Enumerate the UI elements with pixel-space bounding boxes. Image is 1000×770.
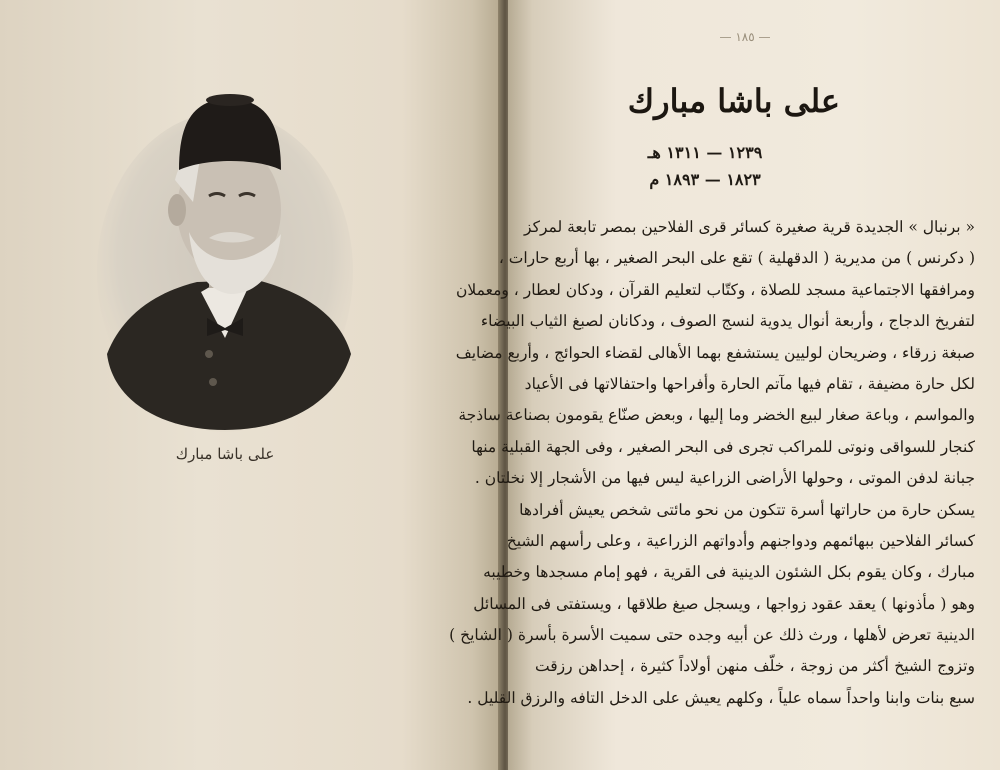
- text-line: سبع بنات وابنا واحداً سماه علياً ، وكلهم يعيش على الدخل التافه والرزق القليل .: [467, 688, 975, 707]
- page-number: — ١٨٥ —: [719, 30, 771, 44]
- body-text: [449, 212, 975, 714]
- text-line: وتزوج الشيخ أكثر من زوجة ، خلّف منهن أولاداً كثيرة ، إحداهن رزقت: [535, 657, 975, 676]
- text-line: كنجار للسواقى ونوتى للمراكب تجرى فى البحر الصغير ، وفى الجهة القبلية منها: [471, 437, 975, 456]
- text-line: صبغة زرقاء ، وضريحان لوليين يستشفع بهما الأهالى لقضاء الحوائج ، وأربع مضايف: [455, 343, 975, 362]
- text-line: كسائر الفلاحين ببهائمهم ودواجنهم وأدواتهم الزراعية ، وعلى رأسهم الشيخ: [506, 531, 975, 550]
- text-line: مبارك ، وكان يقوم بكل الشئون الدينية فى القرية ، فهو إمام مسجدها وخطيبه: [483, 563, 975, 582]
- text-line: والمواسم ، وباعة صغار لبيع الخضر وما إليها ، وبعض صنّاع يقومون بصناعة ساذجة: [458, 406, 975, 425]
- gregorian-dates: ١٨٢٣ — ١٨٩٣ م: [649, 170, 761, 189]
- text-line: الدينية تعرض لأهلها ، ورث ذلك عن أبيه وجده حتى سميت الأسرة بأسرة ( الشايخ ): [449, 626, 975, 645]
- text-line: ( دكرنس ) من مديرية ( الدقهلية ) تقع على البحر الصغير ، بها أربع حارات ،: [498, 249, 975, 268]
- portrait-caption: على باشا مبارك: [175, 445, 275, 463]
- chapter-title: على باشا مبارك: [627, 82, 840, 120]
- hijri-dates: ١٢٣٩ — ١٣١١ هـ: [647, 143, 763, 162]
- text-line: « برنبال » الجديدة قرية صغيرة كسائر قرى الفلاحين بمصر تابعة لمركز: [524, 218, 975, 236]
- text-line: لتفريخ الدجاج ، وأربعة أنوال يدوية لنسج الصوف ، ودكانان لصبغ الثياب البيضاء: [480, 312, 975, 331]
- text-line: يسكن حارة من حاراتها أسرة تتكون من نحو مائتى شخص يعيش أفرادها: [519, 500, 975, 519]
- portrait-photo: [97, 92, 353, 430]
- text-line: جبانة لدفن الموتى ، وحولها الأراضى الزراعية ليس فيها من الأشجار إلا نخلتان .: [474, 469, 975, 488]
- text-line: وهو ( مأذونها ) يعقد عقود زواجها ، ويسجل صيغ طلاقها ، ويستفتى فى المسائل: [473, 594, 975, 613]
- text-line: ومرافقها الاجتماعية مسجد للصلاة ، وكتّاب لتعليم القرآن ، ودكان لعطار ، ومعملان: [456, 280, 975, 299]
- text-line: لكل حارة مضيفة ، تقام فيها مآتم الحارة وأفراحها واحتفالاتها فى الأعياد: [524, 374, 975, 393]
